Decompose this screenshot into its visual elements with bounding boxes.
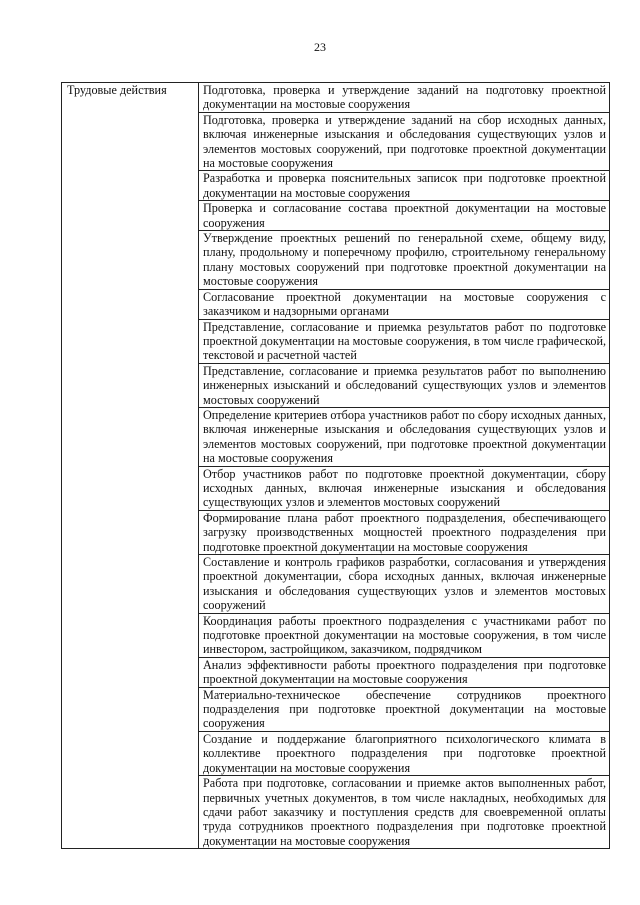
action-item: Утверждение проектных решений по генеральной схеме, общему виду, плану, продольному и поперечному профилю, строительному генеральному плану мостовых сооружений при подготовке проектной документации на мостовые сооружения xyxy=(199,231,610,290)
page-number: 23 xyxy=(314,40,326,54)
action-item: Материально-техническое обеспечение сотрудников проектного подразделения при подготовке проектной документации на мостовые сооружения xyxy=(199,687,610,731)
action-item: Отбор участников работ по подготовке проектной документации, сбору исходных данных, включая инженерные изыскания и обследования существующих узлов и элементов мостовых сооружений xyxy=(199,466,610,510)
action-item: Работа при подготовке, согласовании и приемке актов выполненных работ, первичных учетных документов, в том числе накладных, необходимых для сдачи работ заказчику и поступления средств для своевременной оплаты труда сотрудников проектного подразделения при подготовке проектной документации на мостовые сооружения xyxy=(199,776,610,849)
action-item: Определение критериев отбора участников работ по сбору исходных данных, включая инженерные изыскания и обследования существующих узлов и элементов мостовых сооружений, при подготовке проектной документации на мостовые сооружения xyxy=(199,407,610,466)
action-item: Представление, согласование и приемка результатов работ по подготовке проектной документации на мостовые сооружения, в том числе графической, текстовой и расчетной частей xyxy=(199,319,610,363)
labor-actions-table xyxy=(61,82,610,849)
action-item: Подготовка, проверка и утверждение заданий на сбор исходных данных, включая инженерные изыскания и обследования существующих узлов и элементов мостовых сооружений, при подготовке проектной документации на мостовые сооружения xyxy=(199,112,610,171)
action-item: Подготовка, проверка и утверждение заданий на подготовку проектной документации на мостовые сооружения xyxy=(199,83,610,113)
action-item: Представление, согласование и приемка результатов работ по выполнению инженерных изысканий и обследований существующих узлов и элементов мостовых сооружений xyxy=(199,363,610,407)
action-item: Разработка и проверка пояснительных записок при подготовке проектной документации на мостовые сооружения xyxy=(199,171,610,201)
action-item: Проверка и согласование состава проектной документации на мостовые сооружения xyxy=(199,201,610,231)
action-item: Координация работы проектного подразделения с участниками работ по подготовке проектной документации на мостовые сооружения, в том числе инвестором, застройщиком, заказчиком, подрядчиком xyxy=(199,613,610,657)
table-row xyxy=(62,83,610,113)
table-body xyxy=(62,83,610,849)
action-item: Согласование проектной документации на мостовые сооружения с заказчиком и надзорными органами xyxy=(199,289,610,319)
action-item: Формирование плана работ проектного подразделения, обеспечивающего загрузку производственных мощностей проектного подразделения при подготовке проектной документации на мостовые сооружения xyxy=(199,510,610,554)
action-item: Составление и контроль графиков разработки, согласования и утверждения проектной документации, сбора исходных данных, включая инженерные изыскания и обследования существующих узлов и элементов мостовых сооружений xyxy=(199,555,610,614)
row-label: Трудовые действия xyxy=(62,83,199,849)
action-item: Создание и поддержание благоприятного психологического климата в коллективе проектного подразделения при подготовке проектной документации на мостовые сооружения xyxy=(199,731,610,775)
action-item: Анализ эффективности работы проектного подразделения при подготовке проектной документации на мостовые сооружения xyxy=(199,657,610,687)
